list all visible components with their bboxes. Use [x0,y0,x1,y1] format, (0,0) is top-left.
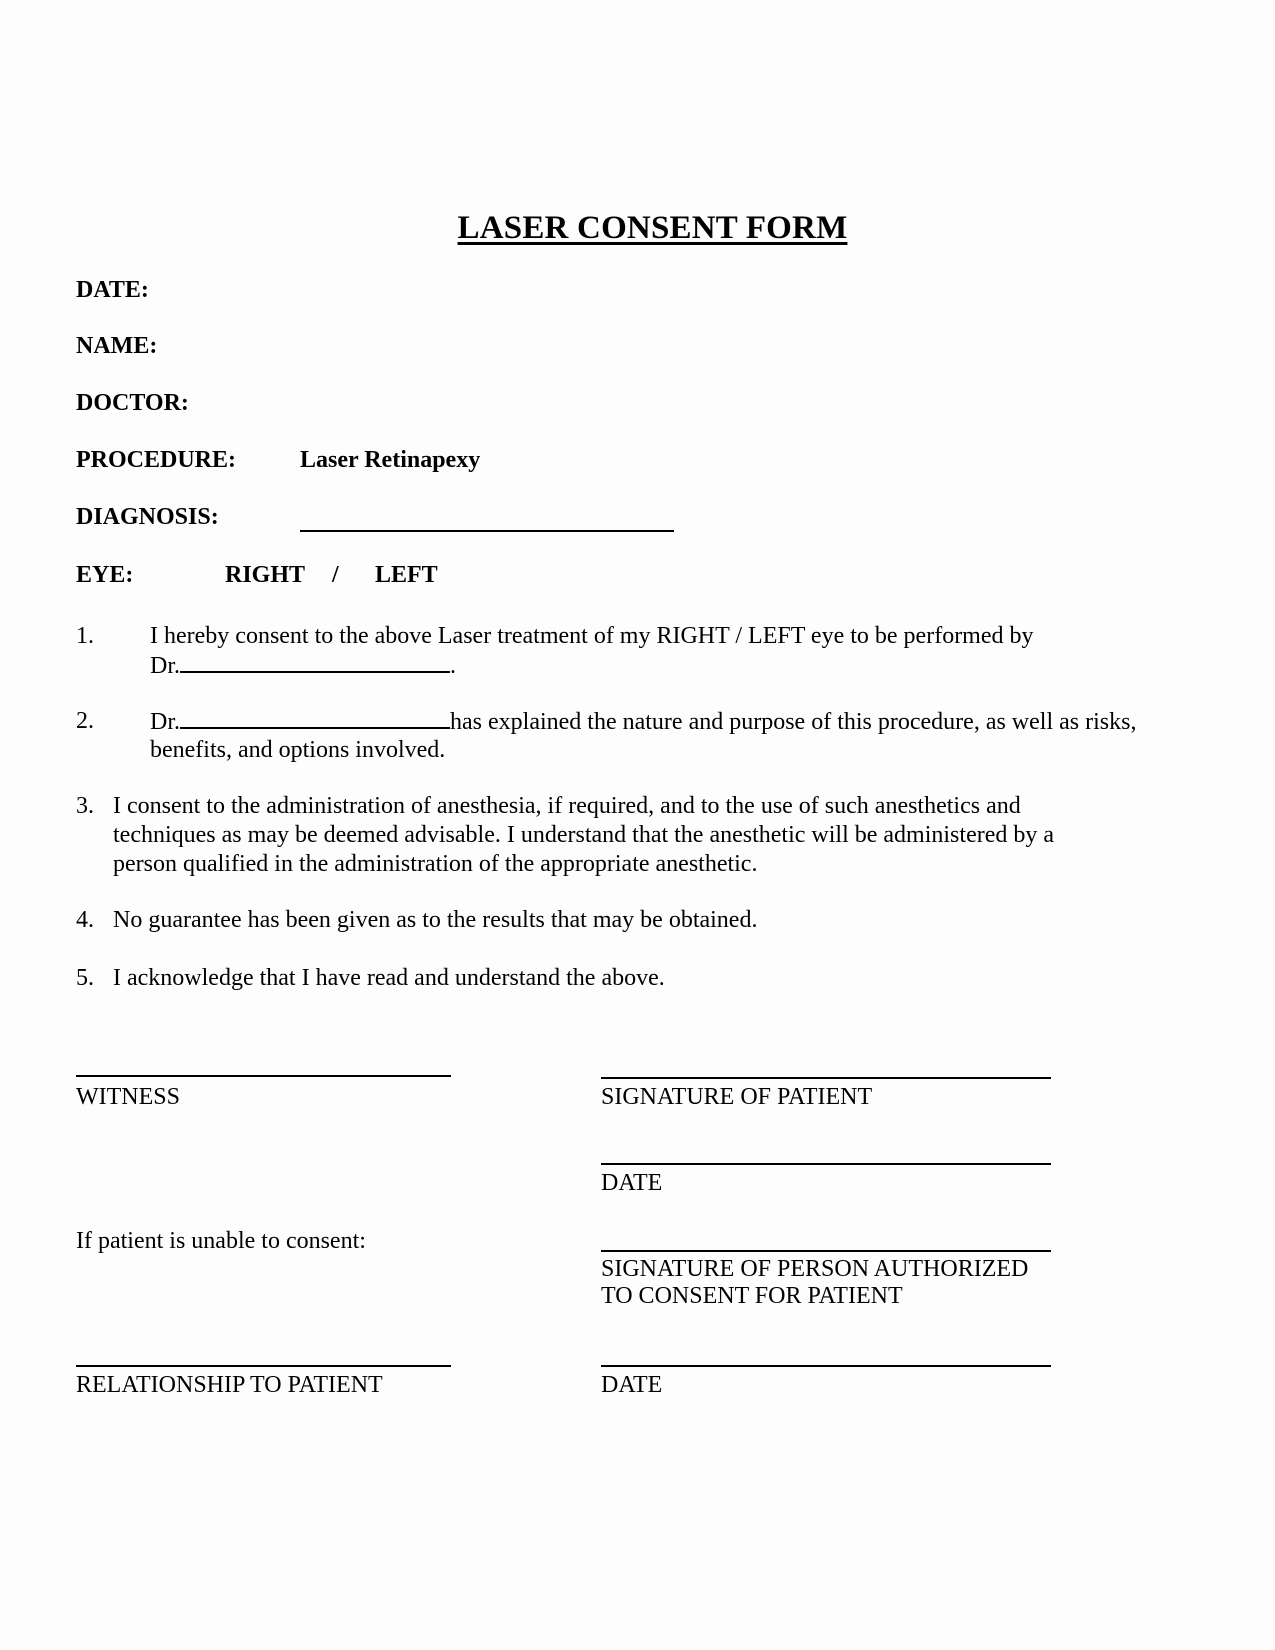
witness-signature-line[interactable] [76,1075,451,1077]
item-1-dr-prefix: Dr. [150,653,180,679]
patient-signature-label: SIGNATURE OF PATIENT [601,1084,873,1110]
date-1-line[interactable] [601,1163,1051,1165]
diagnosis-blank-line[interactable] [300,530,674,532]
relationship-line[interactable] [76,1365,451,1367]
procedure-label: PROCEDURE: [76,447,236,473]
eye-label: EYE: [76,562,134,588]
date-2-line[interactable] [601,1365,1051,1367]
authorized-signature-line[interactable] [601,1250,1051,1252]
procedure-value: Laser Retinapexy [300,447,481,473]
authorized-label-line2: TO CONSENT FOR PATIENT [601,1283,903,1309]
date-label: DATE: [76,277,149,303]
patient-signature-line[interactable] [601,1077,1051,1079]
item-1-number: 1. [76,623,94,649]
date-1-label: DATE [601,1170,663,1196]
item-2-dr-prefix: Dr. [150,709,180,735]
item-2-line2: benefits, and options involved. [150,737,446,763]
authorized-label-line1: SIGNATURE OF PERSON AUTHORIZED [601,1256,1029,1282]
eye-right-option[interactable]: RIGHT [225,562,306,588]
item-5-line1: I acknowledge that I have read and understand the above. [113,965,665,991]
eye-separator: / [332,562,339,588]
witness-label: WITNESS [76,1084,180,1110]
item-3-number: 3. [76,793,94,819]
doctor-label: DOCTOR: [76,390,189,416]
item-5-number: 5. [76,965,94,991]
item-1-period: . [450,653,456,679]
relationship-label: RELATIONSHIP TO PATIENT [76,1372,383,1398]
item-4-number: 4. [76,907,94,933]
eye-left-option[interactable]: LEFT [375,562,438,588]
item-3-line2: techniques as may be deemed advisable. I understand that the anesthetic will be administered by a [113,822,1055,848]
item-2-line1 [150,707,1136,737]
item-4-line1: No guarantee has been given as to the results that may be obtained. [113,907,758,933]
form-title: LASER CONSENT FORM [457,210,848,246]
item-1-doctor-blank[interactable] [180,651,450,673]
name-label: NAME: [76,333,158,359]
item-1-line2 [150,651,456,681]
unable-to-consent-note: If patient is unable to consent: [76,1228,366,1254]
item-2-line1-text: has explained the nature and purpose of this procedure, as well as risks, [450,709,1137,735]
diagnosis-label: DIAGNOSIS: [76,504,219,530]
item-1-line1: I hereby consent to the above Laser treatment of my RIGHT / LEFT eye to be performed by [150,623,1034,649]
item-3-line1: I consent to the administration of anesthesia, if required, and to the use of such anesthetics and [113,793,1021,819]
item-2-doctor-blank[interactable] [180,707,450,729]
item-3-line3: person qualified in the administration of the appropriate anesthetic. [113,851,758,877]
date-2-label: DATE [601,1372,663,1398]
item-2-number: 2. [76,708,94,734]
